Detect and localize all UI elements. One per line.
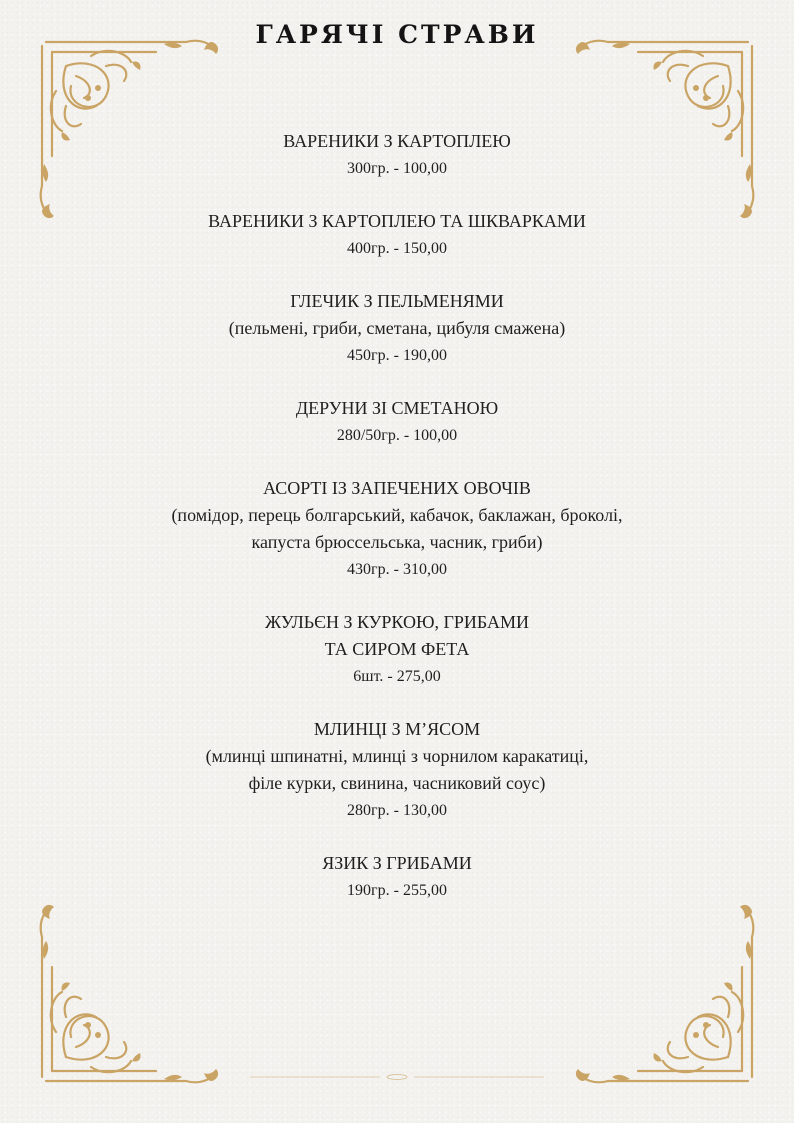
dish-description: капуста брюссельська, часник, гриби): [251, 532, 543, 552]
divider-line: [250, 1074, 544, 1080]
dish-price: 400гр. - 150,00: [347, 240, 447, 257]
dish-price: 6шт. - 275,00: [353, 668, 441, 685]
dish-price: 280/50гр. - 100,00: [336, 427, 458, 444]
page-title: ГАРЯЧІ СТРАВИ: [255, 20, 539, 49]
menu-item: [0, 288, 794, 369]
menu-list: [0, 128, 794, 930]
menu-item: [0, 395, 794, 449]
dish-description: (млинці шпинатні, млинці з чорнилом каракатиці,: [205, 746, 589, 766]
menu-item: [0, 208, 794, 262]
menu-item: [0, 128, 794, 182]
dish-name: ЖУЛЬЄН З КУРКОЮ, ГРИБАМИ: [264, 612, 529, 632]
dish-name: ЯЗИК З ГРИБАМИ: [322, 853, 472, 873]
dish-description: (помідор, перець болгарський, кабачок, баклажан, броколі,: [171, 505, 623, 525]
dish-description: (пельмені, гриби, сметана, цибуля смажена): [228, 318, 566, 338]
menu-item: [0, 609, 794, 690]
dish-name: ГЛЕЧИК З ПЕЛЬМЕНЯМИ: [290, 291, 504, 311]
dish-price: 190гр. - 255,00: [347, 882, 447, 899]
dish-name: АСОРТІ ІЗ ЗАПЕЧЕНИХ ОВОЧІВ: [263, 478, 531, 498]
dish-description: філе курки, свинина, часниковий соус): [248, 773, 546, 793]
menu-item: [0, 850, 794, 904]
dish-name: ТА СИРОМ ФЕТА: [324, 639, 470, 659]
dish-price: 450гр. - 190,00: [347, 347, 447, 364]
dish-price: 430гр. - 310,00: [347, 561, 447, 578]
dish-name: ВАРЕНИКИ З КАРТОПЛЕЮ: [283, 131, 511, 151]
dish-price: 280гр. - 130,00: [347, 802, 447, 819]
dish-name: ВАРЕНИКИ З КАРТОПЛЕЮ ТА ШКВАРКАМИ: [208, 211, 586, 231]
menu-item: [0, 475, 794, 583]
dish-name: ДЕРУНИ ЗІ СМЕТАНОЮ: [295, 398, 499, 418]
dish-price: 300гр. - 100,00: [347, 160, 447, 177]
menu-item: [0, 716, 794, 824]
dish-name: МЛИНЦІ З М’ЯСОМ: [313, 719, 481, 739]
